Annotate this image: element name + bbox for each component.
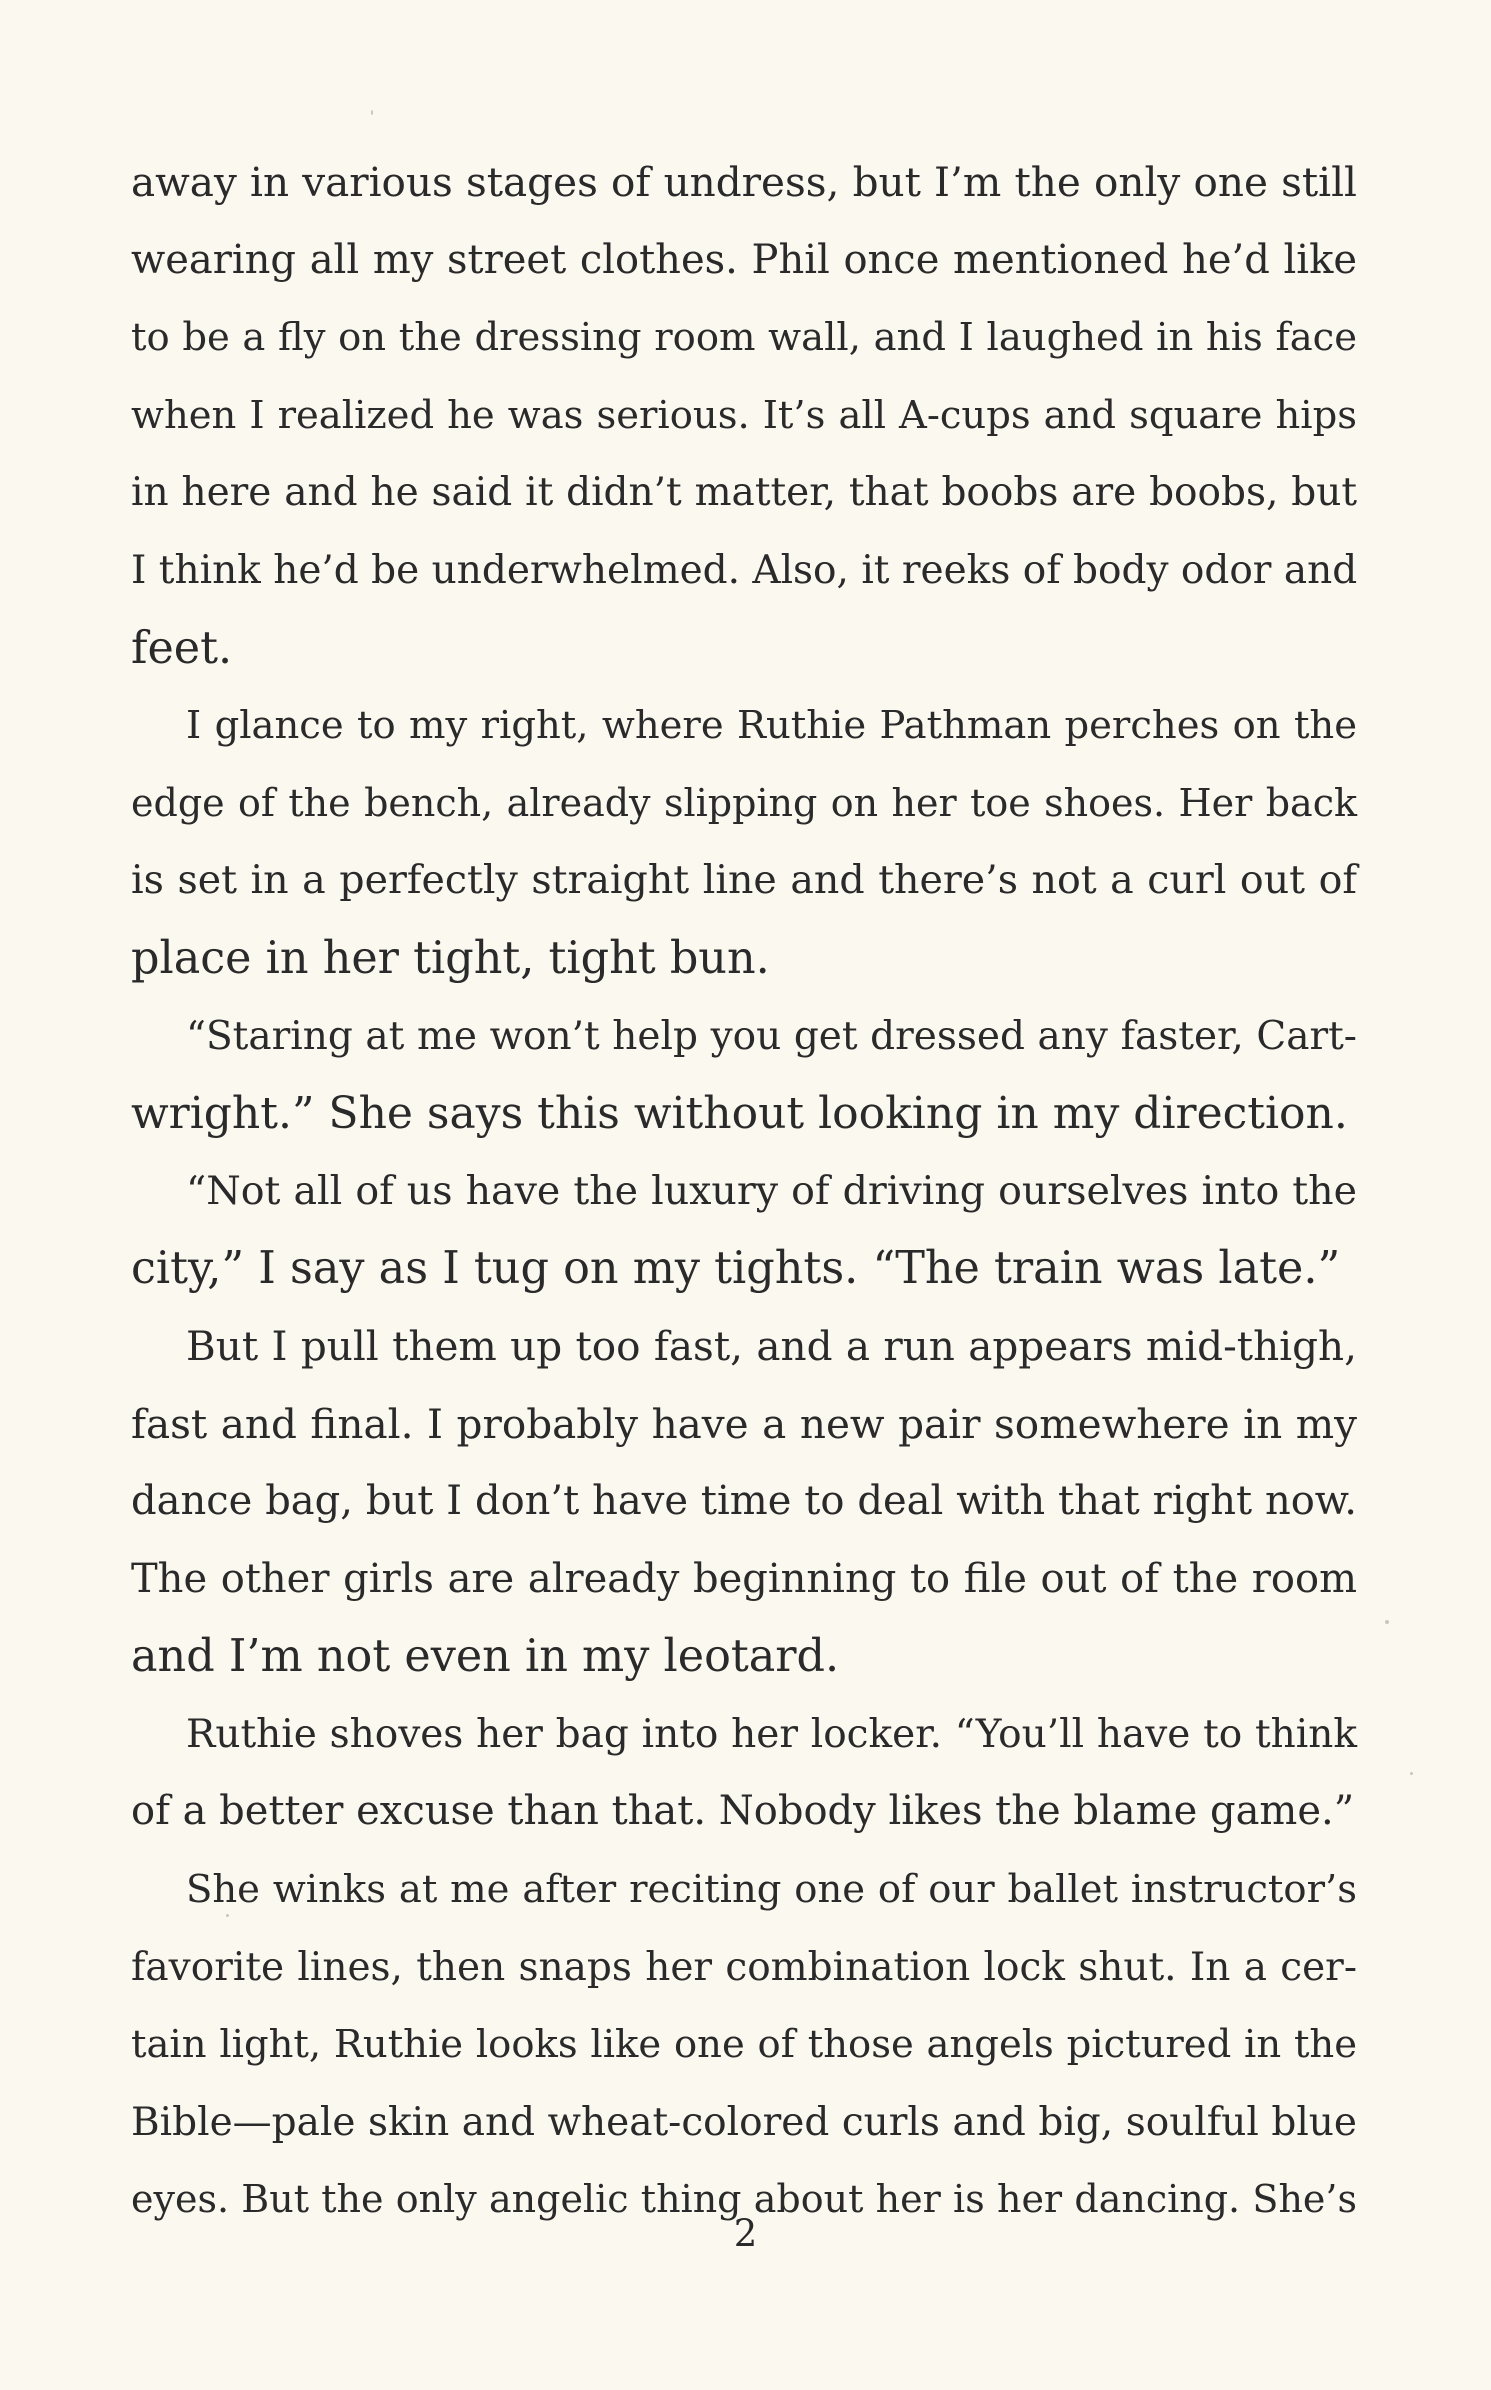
text-line: city,” I say as I tug on my tights. “The train was late.” <box>131 1243 1341 1295</box>
text-line: when I realized he was serious. It’s all A-cups and square hips <box>131 392 1357 438</box>
text-line: fast and final. I probably have a new pair somewhere in my <box>131 1399 1357 1448</box>
text-line: She winks at me after reciting one of our ballet instructor’s <box>186 1867 1357 1913</box>
text-line: feet. <box>131 622 233 674</box>
text-line: is set in a perfectly straight line and there’s not a curl out of <box>131 857 1357 904</box>
text-line: “Not all of us have the luxury of driving ourselves into the <box>186 1167 1357 1214</box>
text-line: in here and he said it didn’t matter, that boobs are boobs, but <box>131 470 1357 516</box>
text-line: wearing all my street clothes. Phil once mentioned he’d like <box>131 236 1357 283</box>
scan-speck <box>371 110 373 115</box>
text-line: and I’m not even in my leotard. <box>131 1631 840 1683</box>
text-line: I glance to my right, where Ruthie Pathman perches on the <box>186 703 1357 749</box>
text-line: of a better excuse than that. Nobody likes the blame game.” <box>131 1788 1355 1835</box>
text-line: eyes. But the only angelic thing about her is her dancing. She’s <box>131 2177 1357 2222</box>
text-line: “Staring at me won’t help you get dressed any faster, Cart- <box>186 1013 1357 1059</box>
text-line: to be a fly on the dressing room wall, and I laughed in his face <box>131 315 1357 361</box>
text-line: favorite lines, then snaps her combination lock shut. In a cer- <box>131 1944 1357 1990</box>
text-line: The other girls are already beginning to file out of the room <box>131 1555 1357 1602</box>
scan-speck <box>1385 1620 1389 1624</box>
text-line: tain light, Ruthie looks like one of those angels pictured in the <box>131 2022 1357 2068</box>
text-line: dance bag, but I don’t have time to deal with that right now. <box>131 1478 1357 1525</box>
scan-speck <box>1410 1772 1413 1775</box>
text-line: wright.” She says this without looking in my direction. <box>131 1088 1348 1140</box>
text-line: place in her tight, tight bun. <box>131 932 770 984</box>
text-line: away in various stages of undress, but I’m the only one still <box>131 158 1357 206</box>
text-line: Ruthie shoves her bag into her locker. “You’ll have to think <box>186 1711 1357 1757</box>
body-text <box>131 144 1357 2239</box>
text-line: But I pull them up too fast, and a run appears mid-thigh, <box>186 1321 1357 1370</box>
text-line: Bible—pale skin and wheat-colored curls and big, soulful blue <box>131 2099 1357 2145</box>
text-line: edge of the bench, already slipping on her toe shoes. Her back <box>131 780 1357 825</box>
scan-speck <box>226 1914 229 1917</box>
text-line: I think he’d be underwhelmed. Also, it reeks of body odor and <box>131 547 1358 593</box>
page-number: 2 <box>733 2212 758 2255</box>
